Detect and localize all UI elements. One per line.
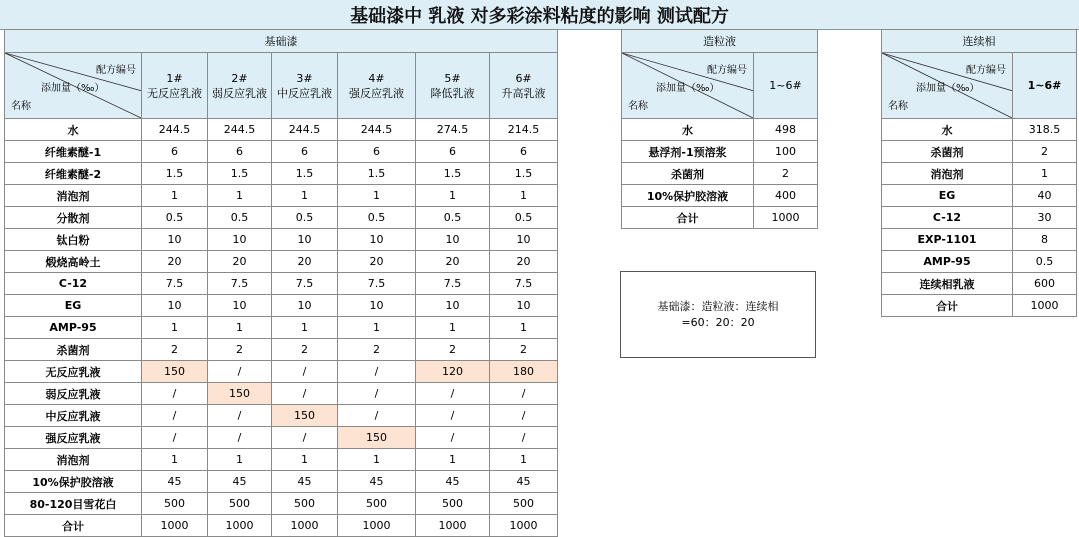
ratio-note-box <box>620 271 816 358</box>
table-cell: 10 <box>142 229 208 251</box>
table-cell: 0.5 <box>142 207 208 229</box>
table-cell: / <box>208 405 272 427</box>
row-label: 杀菌剂 <box>882 141 1013 163</box>
table-cell: 6 <box>142 141 208 163</box>
table-cell: / <box>416 427 490 449</box>
table-cell: 45 <box>490 471 558 493</box>
diag-label-name: 名称 <box>11 101 31 112</box>
table-cell: 1.5 <box>272 163 338 185</box>
table-cell: 180 <box>490 361 558 383</box>
table-cell: / <box>416 383 490 405</box>
row-label: 纤维素醚-1 <box>5 141 142 163</box>
table-row <box>882 251 1077 273</box>
row-label: 中反应乳液 <box>5 405 142 427</box>
diag-label-amount: 添加量（‰） <box>41 83 105 94</box>
table-cell: 500 <box>208 493 272 515</box>
column-header-number: 1# <box>166 71 183 85</box>
row-label: AMP-95 <box>5 317 142 339</box>
column-header-5 <box>416 53 490 119</box>
table-cell: 6 <box>490 141 558 163</box>
table-cell: 7.5 <box>416 273 490 295</box>
table-cell: 1000 <box>142 515 208 537</box>
column-header-number: 6# <box>515 71 532 85</box>
table-cell: 10 <box>272 229 338 251</box>
table-cell: 318.5 <box>1013 119 1077 141</box>
table-cell: 10 <box>208 295 272 317</box>
table-cell: 6 <box>272 141 338 163</box>
row-label: 水 <box>882 119 1013 141</box>
column-header-number: 5# <box>444 71 461 85</box>
table-row <box>882 141 1077 163</box>
row-label: 分散剂 <box>5 207 142 229</box>
table-cell: 244.5 <box>272 119 338 141</box>
table-cell: 1 <box>490 317 558 339</box>
table-cell: 100 <box>754 141 818 163</box>
table-cell: 1 <box>416 185 490 207</box>
table-cell: 500 <box>338 493 416 515</box>
table-row <box>5 273 558 295</box>
table-row <box>5 449 558 471</box>
table-cell: 1 <box>490 185 558 207</box>
column-header-name: 无反应乳液 <box>147 86 202 100</box>
table-cell: 10 <box>338 229 416 251</box>
ratio-note-line2: =60：20：20 <box>681 315 755 329</box>
table-cell: 1 <box>416 317 490 339</box>
table-cell: 10 <box>416 229 490 251</box>
table-cell: / <box>416 405 490 427</box>
table-row <box>5 163 558 185</box>
column-header-name: 降低乳液 <box>430 86 475 100</box>
table-cell: 1000 <box>272 515 338 537</box>
table-cell: 1 <box>338 449 416 471</box>
column-header-number: 2# <box>231 71 248 85</box>
row-label: 10%保护胶溶液 <box>5 471 142 493</box>
row-label: 水 <box>5 119 142 141</box>
table-row <box>5 515 558 537</box>
table-cell: 10 <box>142 295 208 317</box>
table-cell: 500 <box>416 493 490 515</box>
row-label: 杀菌剂 <box>5 339 142 361</box>
table-cell: 1 <box>416 449 490 471</box>
table-cell: 40 <box>1013 185 1077 207</box>
table-cell: / <box>490 427 558 449</box>
table-cell: 0.5 <box>272 207 338 229</box>
row-label: 合计 <box>622 207 754 229</box>
table-cell: 10 <box>490 295 558 317</box>
table-cell: 2 <box>142 339 208 361</box>
table-cell: 20 <box>338 251 416 273</box>
column-header-name: 弱反应乳液 <box>212 86 267 100</box>
row-label: 悬浮剂-1预溶浆 <box>622 141 754 163</box>
table-cell: 150 <box>338 427 416 449</box>
table-cell: 7.5 <box>272 273 338 295</box>
table-row <box>5 493 558 515</box>
table-row <box>5 383 558 405</box>
table-row <box>5 295 558 317</box>
table-cell: 7.5 <box>338 273 416 295</box>
table-row <box>882 207 1077 229</box>
table-cell: 1000 <box>490 515 558 537</box>
granule-column-header: 1~6# <box>754 53 818 119</box>
table-row <box>5 317 558 339</box>
table-cell: 10 <box>338 295 416 317</box>
row-label: 钛白粉 <box>5 229 142 251</box>
table-cell: 2 <box>272 339 338 361</box>
table-cell: / <box>338 405 416 427</box>
column-header-3 <box>272 53 338 119</box>
row-label: 消泡剂 <box>5 449 142 471</box>
table-cell: / <box>208 361 272 383</box>
table-cell: 45 <box>208 471 272 493</box>
base-paint-table <box>4 29 558 537</box>
row-label: 10%保护胶溶液 <box>622 185 754 207</box>
table-row <box>882 273 1077 295</box>
row-label: AMP-95 <box>882 251 1013 273</box>
table-cell: / <box>142 383 208 405</box>
table-cell: 1.5 <box>338 163 416 185</box>
column-header-name: 中反应乳液 <box>277 86 332 100</box>
row-label: 水 <box>622 119 754 141</box>
column-header-2 <box>208 53 272 119</box>
table-cell: 0.5 <box>490 207 558 229</box>
table-cell: 0.5 <box>1013 251 1077 273</box>
table-cell: / <box>142 427 208 449</box>
column-header-number: 3# <box>296 71 313 85</box>
granule-liquid-table <box>621 29 818 229</box>
table-cell: 10 <box>490 229 558 251</box>
table-cell: 1000 <box>208 515 272 537</box>
table-cell: 1000 <box>338 515 416 537</box>
column-header-4 <box>338 53 416 119</box>
table-row <box>5 339 558 361</box>
table-cell: 7.5 <box>208 273 272 295</box>
table-cell: / <box>490 405 558 427</box>
table-row <box>622 119 818 141</box>
table-row <box>882 119 1077 141</box>
table-cell: / <box>338 361 416 383</box>
table-cell: 500 <box>490 493 558 515</box>
table-cell: 1 <box>208 449 272 471</box>
table-cell: 20 <box>208 251 272 273</box>
table-cell: 10 <box>416 295 490 317</box>
table-cell: 1 <box>1013 163 1077 185</box>
continuous-column-header: 1~6# <box>1013 53 1077 119</box>
table-cell: 400 <box>754 185 818 207</box>
row-label: 消泡剂 <box>5 185 142 207</box>
table-cell: 6 <box>208 141 272 163</box>
table-row <box>882 163 1077 185</box>
column-header-1 <box>142 53 208 119</box>
table-cell: / <box>490 383 558 405</box>
diag-label-formula-no: 配方编号 <box>707 65 747 76</box>
row-label: 弱反应乳液 <box>5 383 142 405</box>
table-cell: / <box>272 383 338 405</box>
table-cell: 1.5 <box>208 163 272 185</box>
page-title: 基础漆中 乳液 对多彩涂料粘度的影响 测试配方 <box>0 0 1079 30</box>
table-row <box>5 207 558 229</box>
diag-label-name: 名称 <box>628 101 648 112</box>
continuous-phase-table <box>881 29 1077 317</box>
ratio-note-line1: 基础漆：造粒液：连续相 <box>657 299 779 313</box>
table-cell: 2 <box>754 163 818 185</box>
table-cell: 20 <box>272 251 338 273</box>
table-cell: 1 <box>142 449 208 471</box>
continuous-section-header: 连续相 <box>882 30 1077 53</box>
table-cell: 6 <box>338 141 416 163</box>
table-cell: 1000 <box>1013 295 1077 317</box>
table-cell: 120 <box>416 361 490 383</box>
table-cell: / <box>272 361 338 383</box>
table-row <box>5 471 558 493</box>
table-cell: 0.5 <box>208 207 272 229</box>
table-row <box>5 229 558 251</box>
table-cell: 45 <box>338 471 416 493</box>
diagonal-header-cell <box>882 53 1013 119</box>
column-header-6 <box>490 53 558 119</box>
table-row <box>5 427 558 449</box>
table-cell: 1 <box>142 185 208 207</box>
row-label: 无反应乳液 <box>5 361 142 383</box>
granule-section-header: 造粒液 <box>622 30 818 53</box>
diagonal-header-cell <box>622 53 754 119</box>
row-label: 合计 <box>5 515 142 537</box>
table-cell: 8 <box>1013 229 1077 251</box>
table-cell: 1.5 <box>416 163 490 185</box>
table-row <box>882 229 1077 251</box>
table-cell: 45 <box>142 471 208 493</box>
table-cell: 6 <box>416 141 490 163</box>
row-label: EG <box>882 185 1013 207</box>
table-cell: 1 <box>490 449 558 471</box>
table-cell: 1000 <box>416 515 490 537</box>
row-label: 纤维素醚-2 <box>5 163 142 185</box>
table-cell: 10 <box>208 229 272 251</box>
row-label: 消泡剂 <box>882 163 1013 185</box>
table-cell: 2 <box>1013 141 1077 163</box>
table-row <box>5 119 558 141</box>
table-cell: 244.5 <box>142 119 208 141</box>
row-label: C-12 <box>5 273 142 295</box>
table-cell: 7.5 <box>142 273 208 295</box>
table-row <box>622 185 818 207</box>
table-cell: 20 <box>490 251 558 273</box>
table-row <box>622 163 818 185</box>
diag-label-name: 名称 <box>888 101 908 112</box>
row-label: 合计 <box>882 295 1013 317</box>
row-label: 煅烧高岭土 <box>5 251 142 273</box>
table-row <box>5 141 558 163</box>
table-cell: 10 <box>272 295 338 317</box>
table-cell: 150 <box>272 405 338 427</box>
table-cell: 1 <box>338 317 416 339</box>
table-cell: 150 <box>142 361 208 383</box>
column-header-name: 强反应乳液 <box>349 86 404 100</box>
table-cell: 7.5 <box>490 273 558 295</box>
row-label: 80-120目雪花白 <box>5 493 142 515</box>
table-cell: 20 <box>142 251 208 273</box>
table-cell: 150 <box>208 383 272 405</box>
diag-label-amount: 添加量（‰） <box>656 83 720 94</box>
table-cell: 498 <box>754 119 818 141</box>
table-cell: 500 <box>272 493 338 515</box>
table-cell: 600 <box>1013 273 1077 295</box>
table-cell: 1 <box>208 185 272 207</box>
base-section-header: 基础漆 <box>5 30 558 53</box>
table-cell: / <box>208 427 272 449</box>
column-header-number: 4# <box>368 71 385 85</box>
table-cell: / <box>142 405 208 427</box>
table-cell: 1 <box>142 317 208 339</box>
table-cell: 0.5 <box>416 207 490 229</box>
table-row <box>882 185 1077 207</box>
table-row <box>5 361 558 383</box>
table-cell: / <box>338 383 416 405</box>
diag-label-formula-no: 配方编号 <box>966 65 1006 76</box>
table-row <box>5 185 558 207</box>
table-cell: 0.5 <box>338 207 416 229</box>
table-cell: 20 <box>416 251 490 273</box>
table-cell: 244.5 <box>208 119 272 141</box>
table-cell: 2 <box>208 339 272 361</box>
table-row <box>882 295 1077 317</box>
table-cell: 30 <box>1013 207 1077 229</box>
table-cell: 1 <box>338 185 416 207</box>
table-cell: 214.5 <box>490 119 558 141</box>
row-label: EG <box>5 295 142 317</box>
table-cell: 2 <box>490 339 558 361</box>
table-cell: 1 <box>272 185 338 207</box>
table-row <box>5 405 558 427</box>
row-label: 杀菌剂 <box>622 163 754 185</box>
table-cell: 500 <box>142 493 208 515</box>
diag-label-formula-no: 配方编号 <box>96 65 136 76</box>
table-cell: / <box>272 427 338 449</box>
diagonal-header-cell <box>5 53 142 119</box>
table-cell: 2 <box>338 339 416 361</box>
table-cell: 1.5 <box>142 163 208 185</box>
row-label: C-12 <box>882 207 1013 229</box>
table-row <box>5 251 558 273</box>
table-cell: 1000 <box>754 207 818 229</box>
table-cell: 45 <box>272 471 338 493</box>
table-row <box>622 207 818 229</box>
table-cell: 1 <box>272 449 338 471</box>
table-cell: 1.5 <box>490 163 558 185</box>
row-label: 连续相乳液 <box>882 273 1013 295</box>
table-cell: 244.5 <box>338 119 416 141</box>
table-cell: 2 <box>416 339 490 361</box>
row-label: EXP-1101 <box>882 229 1013 251</box>
table-cell: 1 <box>272 317 338 339</box>
table-cell: 274.5 <box>416 119 490 141</box>
table-row <box>622 141 818 163</box>
diag-label-amount: 添加量（‰） <box>916 83 980 94</box>
column-header-name: 升高乳液 <box>501 86 546 100</box>
table-cell: 1 <box>208 317 272 339</box>
table-cell: 45 <box>416 471 490 493</box>
row-label: 强反应乳液 <box>5 427 142 449</box>
